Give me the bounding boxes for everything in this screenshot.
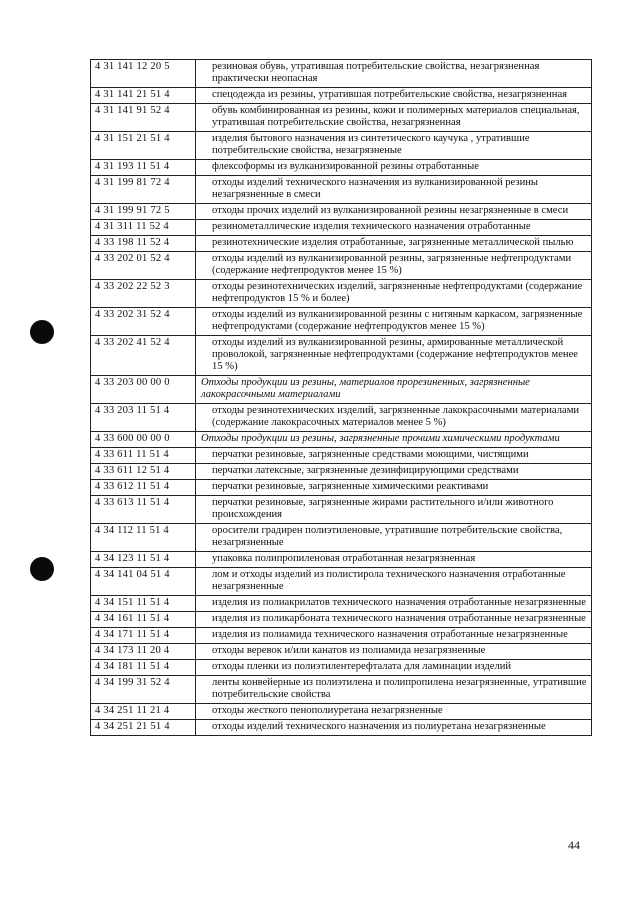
table-row bbox=[91, 176, 592, 204]
waste-code-cell: 4 34 173 11 20 4 bbox=[91, 644, 196, 660]
table-row bbox=[91, 524, 592, 552]
waste-description-cell: ленты конвейерные из полиэтилена и полипропилена незагрязненные, утратившие потребительские свойства bbox=[196, 676, 592, 704]
table-row bbox=[91, 676, 592, 704]
table-row bbox=[91, 612, 592, 628]
waste-code-cell: 4 31 199 81 72 4 bbox=[91, 176, 196, 204]
waste-description-cell: отходы прочих изделий из вулканизированной резины незагрязненные в смеси bbox=[196, 204, 592, 220]
waste-description-cell: резиновая обувь, утратившая потребительские свойства, незагрязненная практически неопасная bbox=[196, 60, 592, 88]
table-row bbox=[91, 628, 592, 644]
waste-code-cell: 4 33 600 00 00 0 bbox=[91, 432, 196, 448]
waste-code-cell: 4 31 199 91 72 5 bbox=[91, 204, 196, 220]
waste-description-cell: отходы пленки из полиэтилентерефталата для ламинации изделий bbox=[196, 660, 592, 676]
waste-description-cell: отходы изделий из вулканизированной резины с нитяным каркасом, загрязненные нефтепродуктами (содержание нефтепродуктов менее 15 %) bbox=[196, 308, 592, 336]
waste-code-cell: 4 33 611 11 51 4 bbox=[91, 448, 196, 464]
waste-code-cell: 4 33 198 11 52 4 bbox=[91, 236, 196, 252]
table-row bbox=[91, 644, 592, 660]
waste-description-cell: перчатки резиновые, загрязненные химическими реактивами bbox=[196, 480, 592, 496]
waste-description-cell: отходы резинотехнических изделий, загрязненные лакокрасочными материалами (содержание лакокрасочных материалов менее 5 %) bbox=[196, 404, 592, 432]
table-row bbox=[91, 552, 592, 568]
waste-description-cell: перчатки резиновые, загрязненные жирами растительного и/или животного происхождения bbox=[196, 496, 592, 524]
table-row bbox=[91, 480, 592, 496]
waste-code-cell: 4 33 203 11 51 4 bbox=[91, 404, 196, 432]
waste-description-cell: Отходы продукции из резины, материалов прорезиненных, загрязненные лакокрасочными материалами bbox=[196, 376, 592, 404]
table-row bbox=[91, 704, 592, 720]
waste-description-cell: отходы жесткого пенополиуретана незагрязненные bbox=[196, 704, 592, 720]
table-row bbox=[91, 308, 592, 336]
table-row bbox=[91, 220, 592, 236]
waste-code-cell: 4 34 161 11 51 4 bbox=[91, 612, 196, 628]
table-row bbox=[91, 496, 592, 524]
table-row bbox=[91, 568, 592, 596]
waste-description-cell: перчатки резиновые, загрязненные средствами моющими, чистящими bbox=[196, 448, 592, 464]
waste-code-cell: 4 33 202 22 52 3 bbox=[91, 280, 196, 308]
page-number: 44 bbox=[568, 838, 580, 852]
waste-code-cell: 4 31 141 91 52 4 bbox=[91, 104, 196, 132]
waste-code-cell: 4 34 251 11 21 4 bbox=[91, 704, 196, 720]
waste-code-cell: 4 31 193 11 51 4 bbox=[91, 160, 196, 176]
waste-description-cell: лом и отходы изделий из полистирола технического назначения отработанные незагрязненные bbox=[196, 568, 592, 596]
waste-code-cell: 4 33 613 11 51 4 bbox=[91, 496, 196, 524]
waste-description-cell: изделия бытового назначения из синтетического каучука , утратившие потребительские свойства, незагрязненые bbox=[196, 132, 592, 160]
table-row bbox=[91, 104, 592, 132]
table-row bbox=[91, 404, 592, 432]
waste-code-cell: 4 33 203 00 00 0 bbox=[91, 376, 196, 404]
waste-description-cell: Отходы продукции из резины, загрязненные прочими химическими продуктами bbox=[196, 432, 592, 448]
waste-description-cell: резинотехнические изделия отработанные, загрязненные металлической пылью bbox=[196, 236, 592, 252]
waste-description-cell: изделия из полиакрилатов технического назначения отработанные незагрязненные bbox=[196, 596, 592, 612]
waste-code-cell: 4 31 311 11 52 4 bbox=[91, 220, 196, 236]
table-row bbox=[91, 660, 592, 676]
waste-description-cell: флексоформы из вулканизированной резины отработанные bbox=[196, 160, 592, 176]
table-row bbox=[91, 464, 592, 480]
table-row bbox=[91, 280, 592, 308]
waste-description-cell: оросители градирен полиэтиленовые, утратившие потребительские свойства, незагрязненные bbox=[196, 524, 592, 552]
waste-description-cell: отходы резинотехнических изделий, загрязненные нефтепродуктами (содержание нефтепродуктов 15 % и более) bbox=[196, 280, 592, 308]
waste-description-cell: обувь комбинированная из резины, кожи и полимерных материалов специальная, утратившая потребительские свойства, незагрязненная bbox=[196, 104, 592, 132]
table-group-row bbox=[91, 376, 592, 404]
waste-description-cell: упаковка полипропиленовая отработанная незагрязненная bbox=[196, 552, 592, 568]
waste-description-cell: отходы изделий из вулканизированной резины, загрязненные нефтепродуктами (содержание нефтепродуктов менее 15 %) bbox=[196, 252, 592, 280]
waste-code-cell: 4 33 202 41 52 4 bbox=[91, 336, 196, 376]
table-row bbox=[91, 448, 592, 464]
waste-description-cell: отходы изделий технического назначения из вулканизированной резины незагрязненные в смеси bbox=[196, 176, 592, 204]
table-row bbox=[91, 204, 592, 220]
table-row bbox=[91, 252, 592, 280]
waste-code-cell: 4 31 141 21 51 4 bbox=[91, 88, 196, 104]
table-row bbox=[91, 596, 592, 612]
waste-code-cell: 4 31 151 21 51 4 bbox=[91, 132, 196, 160]
waste-description-cell: отходы веревок и/или канатов из полиамида незагрязненные bbox=[196, 644, 592, 660]
table-row bbox=[91, 336, 592, 376]
waste-code-cell: 4 34 112 11 51 4 bbox=[91, 524, 196, 552]
waste-description-cell: изделия из поликарбоната технического назначения отработанные незагрязненные bbox=[196, 612, 592, 628]
waste-description-cell: резинометаллические изделия технического назначения отработанные bbox=[196, 220, 592, 236]
punch-hole bbox=[30, 557, 54, 581]
waste-code-table bbox=[90, 59, 592, 736]
waste-description-cell: изделия из полиамида технического назначения отработанные незагрязненные bbox=[196, 628, 592, 644]
waste-description-cell: отходы изделий из вулканизированной резины, армированные металлической проволокой, загрязненные нефтепродуктами (содержание нефтепродуктов менее 15 %) bbox=[196, 336, 592, 376]
table-row bbox=[91, 236, 592, 252]
waste-code-cell: 4 34 141 04 51 4 bbox=[91, 568, 196, 596]
waste-description-cell: спецодежда из резины, утратившая потребительские свойства, незагрязненная bbox=[196, 88, 592, 104]
waste-code-cell: 4 34 251 21 51 4 bbox=[91, 720, 196, 736]
table-group-row bbox=[91, 432, 592, 448]
waste-code-cell: 4 34 181 11 51 4 bbox=[91, 660, 196, 676]
waste-code-cell: 4 34 199 31 52 4 bbox=[91, 676, 196, 704]
table-row bbox=[91, 132, 592, 160]
waste-description-cell: отходы изделий технического назначения из полиуретана незагрязненные bbox=[196, 720, 592, 736]
table-row bbox=[91, 720, 592, 736]
table-row bbox=[91, 88, 592, 104]
punch-hole bbox=[30, 320, 54, 344]
table-body bbox=[91, 60, 592, 736]
waste-code-cell: 4 34 151 11 51 4 bbox=[91, 596, 196, 612]
waste-code-cell: 4 31 141 12 20 5 bbox=[91, 60, 196, 88]
waste-code-cell: 4 33 202 01 52 4 bbox=[91, 252, 196, 280]
waste-code-cell: 4 34 171 11 51 4 bbox=[91, 628, 196, 644]
table-row bbox=[91, 60, 592, 88]
waste-description-cell: перчатки латексные, загрязненные дезинфицирующими средствами bbox=[196, 464, 592, 480]
table-row bbox=[91, 160, 592, 176]
waste-code-cell: 4 33 202 31 52 4 bbox=[91, 308, 196, 336]
waste-code-cell: 4 34 123 11 51 4 bbox=[91, 552, 196, 568]
waste-code-cell: 4 33 611 12 51 4 bbox=[91, 464, 196, 480]
waste-code-cell: 4 33 612 11 51 4 bbox=[91, 480, 196, 496]
